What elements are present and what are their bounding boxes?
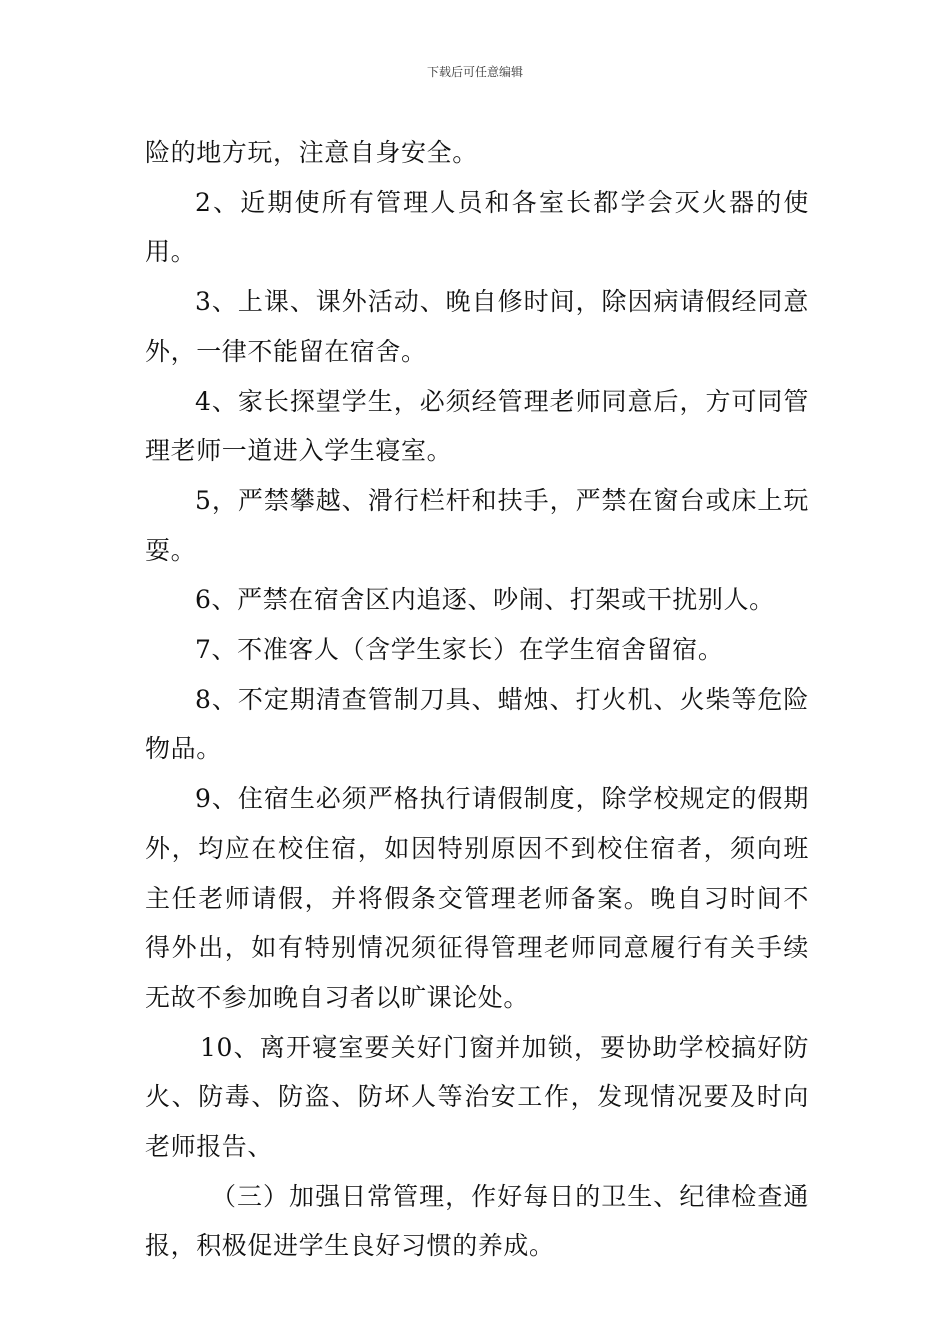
- paragraph-item-7: 7、不准客人（含学生家长）在学生宿舍留宿。: [195, 635, 724, 665]
- paragraph-continuation: 险的地方玩，注意自身安全。: [145, 138, 478, 167]
- paragraph-item-6: 6、严禁在宿舍区内追逐、吵闹、打架或干扰别人。: [195, 585, 775, 615]
- paragraph-item-9: 9、住宿生必须严格执行请假制度，除学校规定的假期外，均应在校住宿，如因特别原因不到校住宿者，须向班主任老师请假，并将假条交管理老师备案。晚自习时间不得外出，如有特别情况须征得管理老师同意履行有关手续无故不参加晚自习者以旷课论处。: [145, 784, 809, 1012]
- paragraph-section-3: （三）加强日常管理，作好每日的卫生、纪律检查通报，积极促进学生良好习惯的养成。: [145, 1181, 809, 1261]
- paragraph-item-5: 5，严禁攀越、滑行栏杆和扶手，严禁在窗台或床上玩耍。: [145, 485, 809, 565]
- paragraph-item-4: 4、家长探望学生，必须经管理老师同意后，方可同管理老师一道进入学生寝室。: [145, 386, 809, 466]
- paragraph-item-10: 10、离开寝室要关好门窗并加锁，要协助学校搞好防火、防毒、防盗、防坏人等治安工作，发现情况要及时向老师报告、: [145, 1032, 809, 1162]
- paragraph-item-8: 8、不定期清查管制刀具、蜡烛、打火机、火柴等危险物品。: [145, 684, 809, 764]
- page-header: 下载后可任意编辑: [426, 65, 523, 79]
- paragraph-item-3: 3、上课、课外活动、晚自修时间，除因病请假经同意外，一律不能留在宿舍。: [145, 287, 809, 366]
- paragraph-item-2: 2、近期使所有管理人员和各室长都学会灭火器的使用。: [145, 187, 809, 267]
- document-body: [145, 128, 809, 1271]
